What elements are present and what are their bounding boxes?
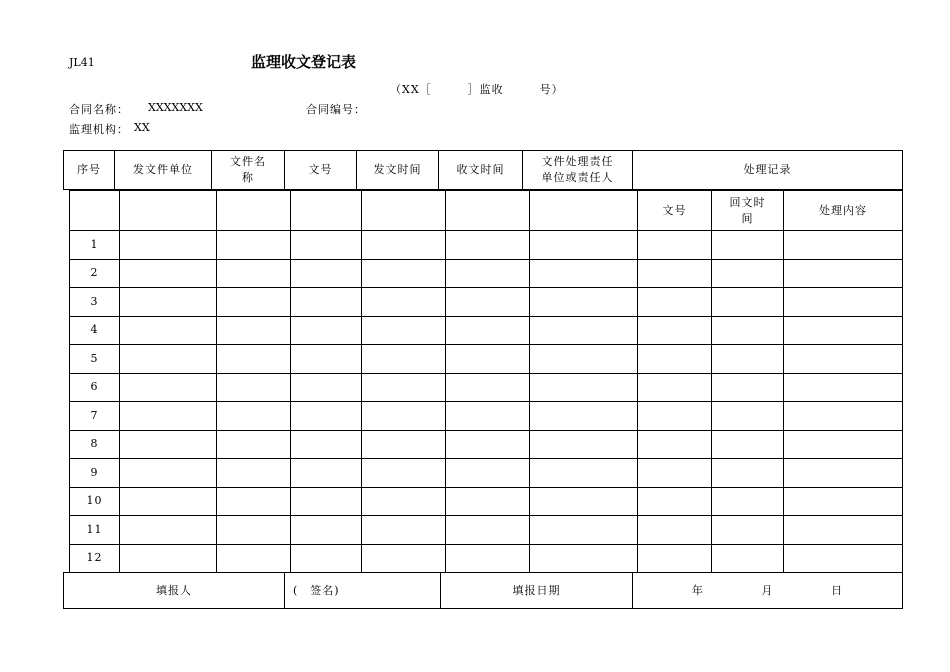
row-number: 10 bbox=[70, 487, 120, 516]
table-row bbox=[70, 430, 903, 459]
table-row bbox=[70, 373, 903, 402]
row-number: 8 bbox=[70, 430, 120, 459]
table-row bbox=[70, 544, 903, 573]
subheader-content: 处理内容 bbox=[784, 191, 903, 231]
header-responsible: 文件处理责任 单位或责任人 bbox=[523, 151, 633, 190]
table-row bbox=[70, 259, 903, 288]
register-header bbox=[63, 150, 903, 190]
table-row bbox=[70, 459, 903, 488]
row-number: 2 bbox=[70, 259, 120, 288]
header-file-name: 文件名 称 bbox=[212, 151, 285, 190]
header-serial: 序号 bbox=[64, 151, 115, 190]
header-processing-record: 处理记录 bbox=[633, 151, 903, 190]
header-send-time: 发文时间 bbox=[357, 151, 439, 190]
agency-label: 监理机构： bbox=[69, 123, 129, 136]
subheader-doc-no: 文号 bbox=[638, 191, 712, 231]
form-subtitle: （XX［ ］监收 号） bbox=[390, 83, 564, 96]
register-body bbox=[69, 190, 903, 573]
header-receive-time: 收文时间 bbox=[439, 151, 523, 190]
table-row bbox=[70, 402, 903, 431]
row-number: 1 bbox=[70, 231, 120, 260]
table-row bbox=[70, 316, 903, 345]
table-row bbox=[70, 516, 903, 545]
row-number: 11 bbox=[70, 516, 120, 545]
row-number: 9 bbox=[70, 459, 120, 488]
contract-no-label: 合同编号： bbox=[306, 103, 366, 116]
page-title: 监理收文登记表 bbox=[251, 53, 357, 71]
table-row bbox=[70, 487, 903, 516]
contract-name-label: 合同名称： bbox=[69, 103, 129, 116]
form-code: JL41 bbox=[69, 56, 95, 69]
day-label: 日 bbox=[831, 583, 844, 597]
row-number: 3 bbox=[70, 288, 120, 317]
fill-date-field[interactable] bbox=[633, 573, 903, 609]
subheader-reply-time: 回文时 间 bbox=[712, 191, 784, 231]
year-label: 年 bbox=[691, 583, 704, 597]
header-doc-no: 文号 bbox=[285, 151, 357, 190]
filler-label: 填报人 bbox=[64, 573, 285, 609]
row-number: 7 bbox=[70, 402, 120, 431]
contract-name-value: XXXXXXX bbox=[148, 101, 203, 114]
row-number: 5 bbox=[70, 345, 120, 374]
header-sender: 发文件单位 bbox=[115, 151, 212, 190]
row-number: 4 bbox=[70, 316, 120, 345]
agency-value: XX bbox=[134, 121, 150, 134]
fill-date-label: 填报日期 bbox=[441, 573, 633, 609]
row-number: 6 bbox=[70, 373, 120, 402]
table-row bbox=[70, 288, 903, 317]
row-number: 12 bbox=[70, 544, 120, 573]
month-label: 月 bbox=[761, 583, 774, 597]
table-row bbox=[70, 231, 903, 260]
table-row bbox=[70, 345, 903, 374]
signature-field[interactable]: ( 签名) bbox=[285, 573, 441, 609]
register-footer bbox=[63, 572, 903, 609]
